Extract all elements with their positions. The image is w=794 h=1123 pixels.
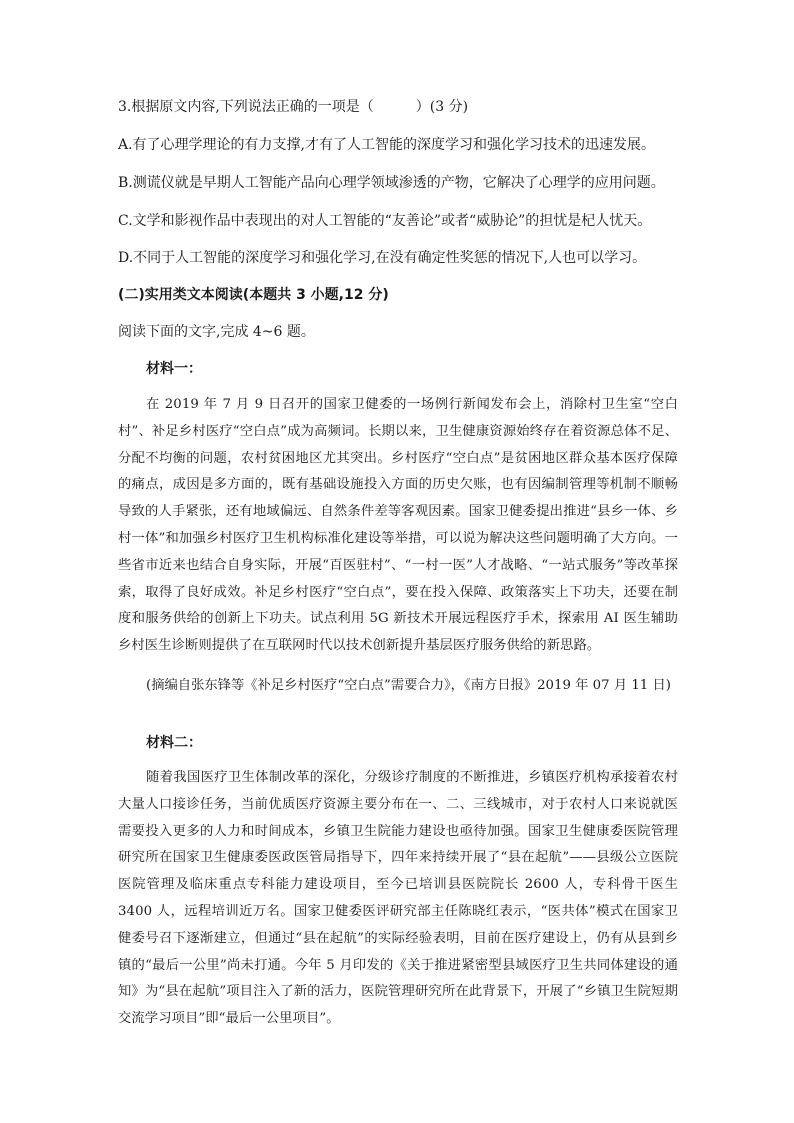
material-2-text: 随着我国医疗卫生体制改革的深化，分级诊疗制度的不断推进，乡镇医疗机构承接着农村大量人口接诊任务，当前优质医疗资源主要分布在一、二、三线城市，对于农村人口来说就医需要投入更多的人力和时间成本，乡镇卫生院能力建设也亟待加强。国家卫生健康委医院管理研究所在国家卫生健康委医政医管局指导下，四年来持续开展了“县在起航”——县级公立医院医院管理及临床重点专科能力建设项目，至今已培训县医院院长 2600 人，专科骨干医生 3400 人，远程培训近万名。国家卫健委医评研究部主任陈晓红表示，“医共体”模式在国家卫健委号召下逐渐建立，但通过“县在起航”的实际经验表明，目前在医疗建设上，仍有从县到乡镇的“最后一公里”尚未打通。今年 5 月印发的《关于推进紧密型县域医疗卫生共同体建设的通知》为“县在起航”项目注入了新的活力，医院管理研究所在此背景下，开展了“乡镇卫生院短期交流学习项目”即“最后一公里项目”。	[118, 770, 678, 1027]
section-2-instruction: 阅读下面的文字,完成 4~6 题。	[118, 324, 315, 340]
material-1-source: (摘编自张东锋等《补足乡村医疗“空白点”需要合力》，《南方日报》2019 年 07 月 11 日)	[146, 678, 671, 693]
material-2-label: 材料二：	[146, 735, 202, 751]
question-3-option-c: C.文学和影视作品中表现出的对人工智能的“友善论”或者“威胁论”的担忧是杞人忧天。	[118, 213, 652, 229]
question-3-stem: 3.根据原文内容,下列说法正确的一项是（ ）(3 分)	[118, 99, 469, 115]
question-3-option-b: B.测谎仪就是早期人工智能产品向心理学领域渗透的产物，它解决了心理学的应用问题。	[118, 175, 665, 191]
section-2-title: (二)实用类文本阅读(本题共 3 小题,12 分)	[118, 287, 389, 303]
question-3-option-d: D.不同于人工智能的深度学习和强化学习,在没有确定性奖惩的情况下,人也可以学习。	[118, 250, 647, 266]
material-1-label: 材料一：	[146, 361, 202, 377]
material-1-text: 在 2019 年 7 月 9 日召开的国家卫健委的一场例行新闻发布会上，消除村卫生室“空白村”、补足乡村医疗“空白点”成为高频词。长期以来，卫生健康资源始终存在着资源总体不足、分配不均衡的问题，农村贫困地区尤其突出。乡村医疗“空白点”是贫困地区群众基本医疗保障的痛点，成因是多方面的，既有基础设施投入方面的历史欠账，也有因编制管理等机制不顺畅导致的人手紧张，还有地域偏远、自然条件差等客观因素。国家卫健委提出推进“县乡一体、乡村一体”和加强乡村医疗卫生机构标准化建设等举措，可以说为解决这些问题明确了大方向。一些省市近来也结合自身实际，开展“百医驻村”、“一村一医”人才战略、“一站式服务”等改革探索，取得了良好成效。补足乡村医疗“空白点”，要在投入保障、政策落实上下功夫，还要在制度和服务供给的创新上下功夫。试点利用 5G 新技术开展远程医疗手术，探索用 AI 医生辅助乡村医生诊断则提供了在互联网时代以技术创新提升基层医疗服务供给的新思路。	[118, 397, 678, 654]
question-3-option-a: A.有了心理学理论的有力支撑,才有了人工智能的深度学习和强化学习技术的迅速发展。	[118, 137, 656, 153]
